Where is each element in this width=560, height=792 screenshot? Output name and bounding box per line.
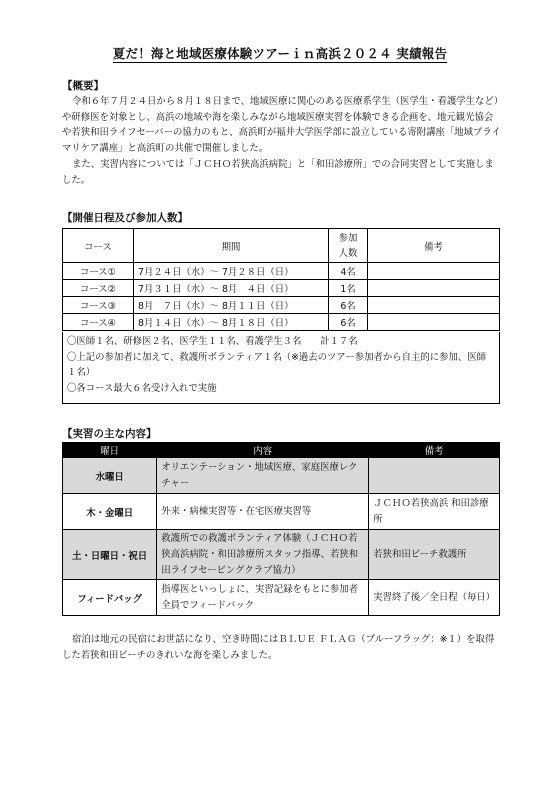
schedule-row [63,263,500,280]
schedule-notes [62,332,500,404]
program-row [63,458,500,494]
col-note: 備考 [368,229,500,263]
program-header-row [63,443,500,458]
col-course: コース [63,229,134,263]
program-row [63,580,500,616]
program-note-cell: 若狭和田ビーチ救護所 [369,530,500,580]
count-cell: 1名 [329,280,368,297]
program-note-cell: ＪＣＨＯ若狭高浜 和田診療所 [369,494,500,530]
day-cell: 水曜日 [63,458,157,494]
course-cell: コース③ [63,297,134,314]
page-title-text: 夏だ！海と地域医療体験ツアーｉｎ高浜２０２４ 実績報告 [112,46,448,61]
program-row [63,530,500,580]
period-cell: 8月 ７日（水）～ 8月１１日（日） [134,297,329,314]
col-count-line1: 参加 [338,232,358,244]
schedule-table [62,228,500,331]
period-cell: 7月２４日（水）～ 7月２８日（日） [134,263,329,280]
program-heading: 【実習の主な内容】 [62,428,157,440]
schedule-row [63,297,500,314]
program-row [63,494,500,530]
note-cell [368,314,500,331]
overview-paragraph-2: また、実習内容については「ＪＣＨＯ若狭高浜病院」と「和田診療所」での合同実習として実施しました。 [62,159,494,186]
page-title [0,44,560,62]
content-cell: 救護所での救護ボランティア体験（ＪＣＨＯ若狭高浜病院・和田診療所スタッフ指導、若狭和田ライフセービングクラブ協力） [157,530,369,580]
day-cell: 木・金曜日 [63,494,157,530]
note-cell [368,263,500,280]
course-cell: コース④ [63,314,134,331]
col-content: 内容 [157,443,369,458]
count-cell: 6名 [329,297,368,314]
col-count [329,229,368,263]
schedule-row [63,314,500,331]
program-note-cell: 実習終了後／全日程（毎日） [369,580,500,616]
note-cell [368,297,500,314]
col-count-line2: 人数 [338,247,358,259]
overview-paragraph-1: 令和６年７月２４日から８月１８日まで、地域医療に関心のある医療系学生（医学生・看護学生など）や研修医を対象とし、高浜の地域や海を楽しみながら地域医療実習を体験できる企画を、地元観光協会や若狭和田ライフセーバーの協力のもと、高浜町が福井大学医学部に設立している寄附講座「地域プライマリケア講座」と高浜町の共催で開催しました。 [62,96,501,154]
content-cell: オリエンテーション・地域医療、家庭医療レクチャー [157,458,369,494]
count-cell: 4名 [329,263,368,280]
count-cell: 6名 [329,314,368,331]
note-line: 〇医師１名、研修医２名、医学生１１名、看護学生３名 計１７名 [67,336,358,347]
note-line: 〇上記の参加者に加えて、救護所ボランティア１名（※過去のツアー参加者から自主的に参加、医師１名） [67,351,486,379]
content-cell: 指導医といっしょに、実習記録をもとに参加者全員でフィードバック [157,580,369,616]
schedule-row [63,280,500,297]
col-period: 期間 [134,229,329,263]
day-cell: フィードバッグ [63,580,157,616]
period-cell: 8月１４日（水）～ 8月１８日（日） [134,314,329,331]
schedule-heading: 【開催日程及び参加人数】 [62,212,188,224]
footer-paragraph: 宿泊は地元の民宿にお世話になり、空き時間にはＢＬＵＥ ＦＬＡＧ（ブルーフラッグ：※１）を取得した若狭和田ビーチのきれいな海を楽しみました。 [62,634,495,661]
overview-heading: 【概要】 [62,80,104,92]
day-cell: 土・日曜日・祝日 [63,530,157,580]
program-note-cell [369,458,500,494]
col-day: 曜日 [63,443,157,458]
note-cell [368,280,500,297]
program-table [62,442,500,616]
period-cell: 7月３１日（水）～ 8月 ４日（日） [134,280,329,297]
schedule-header-row [63,229,500,263]
note-line: 〇各コース最大６名受け入れで実施 [67,382,217,394]
content-cell: 外来・病棟実習等・在宅医療実習等 [157,494,369,530]
course-cell: コース② [63,280,134,297]
col-program-note: 備考 [369,443,500,458]
course-cell: コース① [63,263,134,280]
